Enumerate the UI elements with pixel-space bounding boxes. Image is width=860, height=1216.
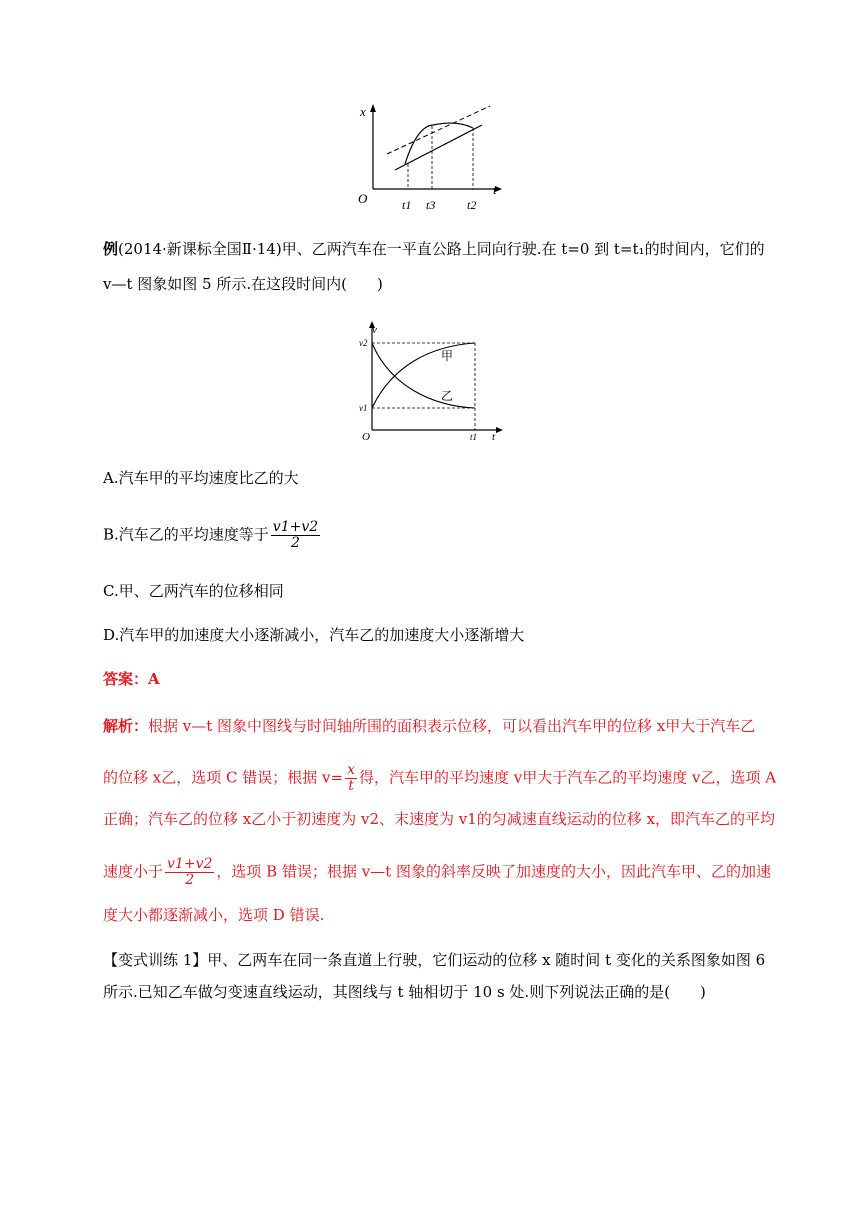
analysis-fraction-x-t-denominator: t <box>348 778 354 794</box>
analysis-line-4 <box>103 857 771 888</box>
figure2-yi-label: 乙 <box>441 389 454 403</box>
figure2-t1-label: t1 <box>470 432 478 442</box>
analysis-fraction-x-t <box>345 763 357 794</box>
option-c: C.甲、乙两汽车的位移相同 <box>103 582 284 600</box>
variant-line-1: 【变式训练 1】甲、乙两车在同一条直道上行驶，它们运动的位移 x 随时间 t 变化的关系图象如图 6 <box>103 951 766 969</box>
variant-line-2: 所示.已知乙车做匀变速直线运动，其图线与 t 轴相切于 10 s 处.则下列说法正确的是( ) <box>103 983 706 1001</box>
figure-v-t-graph <box>358 318 508 448</box>
analysis-label: 解析： <box>103 717 149 735</box>
example-line-2: v—t 图象如图 5 所示.在这段时间内( ) <box>103 275 383 293</box>
example-text-1: 甲、乙两汽车在一平直公路上同向行驶.在 t=0 到 t=t₁的时间内，它们的 <box>281 240 765 258</box>
figure1-tick-t3: t3 <box>426 198 436 212</box>
figure2-v1-label: v1 <box>359 403 368 413</box>
analysis-line-3: 正确；汽车乙的位移 x乙小于初速度为 v2、末速度为 v1的匀减速直线运动的位移 x，即汽车乙的平均 <box>103 810 776 828</box>
figure1-x-label: t <box>493 182 497 197</box>
figure2-y-label: v <box>372 324 377 336</box>
option-d: D.汽车甲的加速度大小逐渐减小，汽车乙的加速度大小逐渐增大 <box>103 626 525 644</box>
analysis-text-4a: 速度小于 <box>103 862 164 881</box>
option-b <box>103 520 322 551</box>
answer-line <box>103 668 160 690</box>
answer-value: A <box>148 670 160 688</box>
option-b-denominator: 2 <box>291 535 300 551</box>
figure1-tick-t2: t2 <box>467 198 477 212</box>
figure2-v2-label: v2 <box>359 338 368 348</box>
option-b-fraction <box>271 520 320 551</box>
analysis-line-5: 度大小都逐渐减小，选项 D 错误. <box>103 906 325 924</box>
example-source: (2014·新课标全国Ⅱ·14) <box>118 240 282 258</box>
analysis-line-2 <box>103 763 776 794</box>
analysis-line-1 <box>103 715 755 737</box>
analysis-text-2a: 的位移 x乙，选项 C 错误；根据 v= <box>103 768 344 787</box>
figure1-tick-t1: t1 <box>402 198 412 212</box>
figure1-origin: O <box>358 191 368 206</box>
analysis-fraction-v <box>165 857 214 888</box>
analysis-text-4b: ，选项 B 错误；根据 v—t 图象的斜率反映了加速度的大小，因此汽车甲、乙的加速 <box>216 862 771 881</box>
figure2-x-label: t <box>492 431 496 443</box>
option-b-numerator: v1+v2 <box>272 519 319 535</box>
analysis-text-2b: 得，汽车甲的平均速度 v甲大于汽车乙的平均速度 v乙，选项 A <box>358 768 777 787</box>
analysis-fraction-v-numerator: v1+v2 <box>167 856 213 872</box>
option-b-prefix: B.汽车乙的平均速度等于 <box>103 525 269 544</box>
analysis-text-1: 根据 v—t 图象中图线与时间轴所围的面积表示位移，可以看出汽车甲的位移 x甲大于汽车乙 <box>148 717 756 735</box>
answer-label: 答案： <box>103 670 149 688</box>
figure1-y-label: x <box>360 104 366 119</box>
analysis-fraction-v-denominator: 2 <box>185 872 195 888</box>
figure2-jia-label: 甲 <box>441 349 454 363</box>
figure-x-t-graph <box>355 100 505 215</box>
example-line-1 <box>103 238 765 260</box>
option-a: A.汽车甲的平均速度比乙的大 <box>103 469 299 487</box>
analysis-fraction-x-t-numerator: x <box>347 762 355 778</box>
example-label: 例 <box>103 240 119 258</box>
figure2-origin: O <box>362 431 370 443</box>
